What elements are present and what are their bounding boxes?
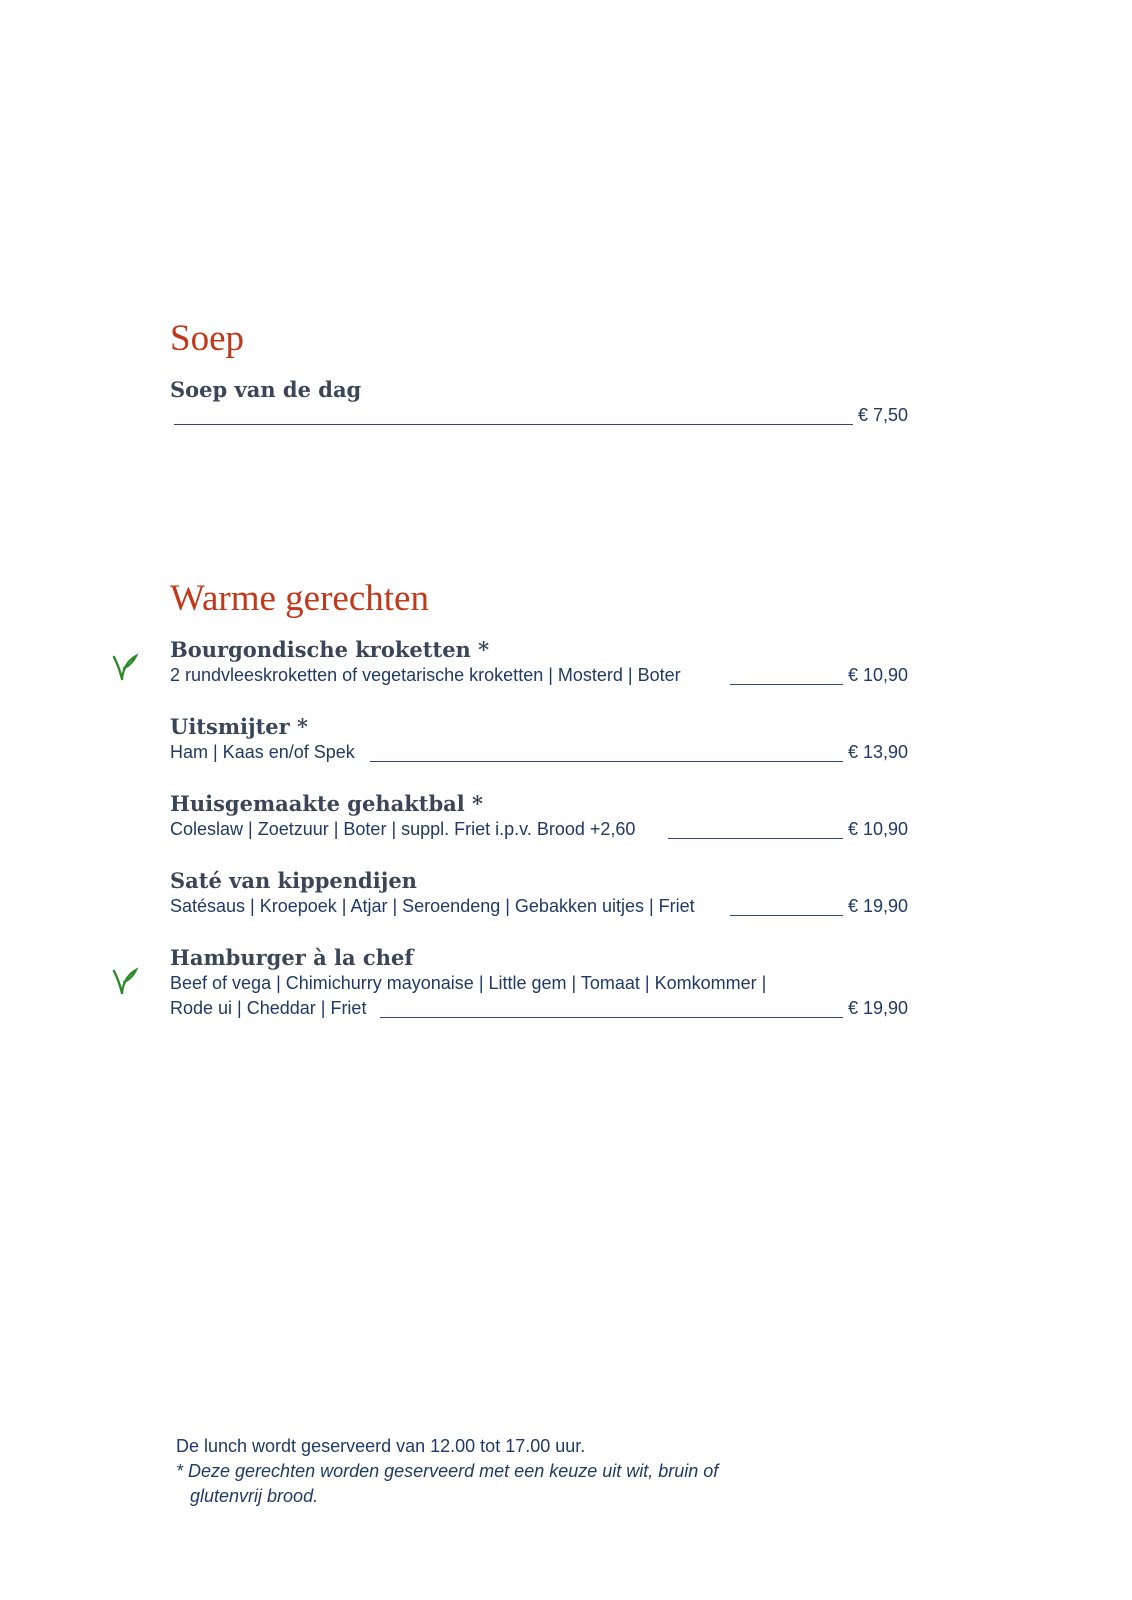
- footer-bread-note-line1: * Deze gerechten worden geserveerd met een keuze uit wit, bruin of: [176, 1461, 719, 1481]
- dish-name-bourgondische-kroketten: Bourgondische kroketten *: [170, 637, 490, 662]
- price-leader-line: [174, 424, 853, 425]
- vegetarian-leaf-icon: [111, 965, 139, 1002]
- dish-description-huisgemaakte-gehaktbal: Coleslaw | Zoetzuur | Boter | suppl. Friet i.p.v. Brood +2,60: [170, 819, 636, 839]
- dish-name-soep-van-de-dag: Soep van de dag: [170, 377, 362, 402]
- footer-lunch-hours: De lunch wordt geserveerd van 12.00 tot 17.00 uur.: [176, 1436, 586, 1456]
- dish-description-hamburger-line2: Rode ui | Cheddar | Friet: [170, 998, 367, 1018]
- dish-description-sate-van-kippendijen: Satésaus | Kroepoek | Atjar | Seroendeng | Gebakken uitjes | Friet: [170, 896, 695, 916]
- dish-description-uitsmijter: Ham | Kaas en/of Spek: [170, 742, 355, 762]
- footer-bread-note-line2: glutenvrij brood.: [190, 1486, 319, 1506]
- dish-name-huisgemaakte-gehaktbal: Huisgemaakte gehaktbal *: [170, 791, 484, 816]
- dish-name-sate-van-kippendijen: Saté van kippendijen: [170, 868, 417, 893]
- price-leader-line: [730, 684, 843, 685]
- price-bourgondische-kroketten: € 10,90: [848, 665, 909, 685]
- price-hamburger-a-la-chef: € 19,90: [848, 998, 909, 1018]
- vegetarian-leaf-icon: [111, 651, 139, 688]
- leaf-icon: [111, 651, 139, 683]
- dish-description-bourgondische-kroketten: 2 rundvleeskroketten of vegetarische kroketten | Mosterd | Boter: [170, 665, 681, 685]
- leaf-icon: [111, 965, 139, 997]
- price-sate-van-kippendijen: € 19,90: [848, 896, 909, 916]
- section-title-warme-gerechten: Warme gerechten: [170, 578, 429, 619]
- price-leader-line: [730, 915, 843, 916]
- price-leader-line: [668, 838, 843, 839]
- price-leader-line: [370, 761, 843, 762]
- section-title-soep: Soep: [170, 318, 244, 359]
- price-uitsmijter: € 13,90: [848, 742, 909, 762]
- dish-description-hamburger-line1: Beef of vega | Chimichurry mayonaise | Little gem | Tomaat | Komkommer |: [170, 973, 767, 993]
- price-leader-line: [380, 1017, 843, 1018]
- dish-name-uitsmijter: Uitsmijter *: [170, 714, 309, 739]
- dish-name-hamburger-a-la-chef: Hamburger à la chef: [170, 945, 414, 970]
- price-huisgemaakte-gehaktbal: € 10,90: [848, 819, 909, 839]
- price-soep-van-de-dag: € 7,50: [858, 405, 909, 425]
